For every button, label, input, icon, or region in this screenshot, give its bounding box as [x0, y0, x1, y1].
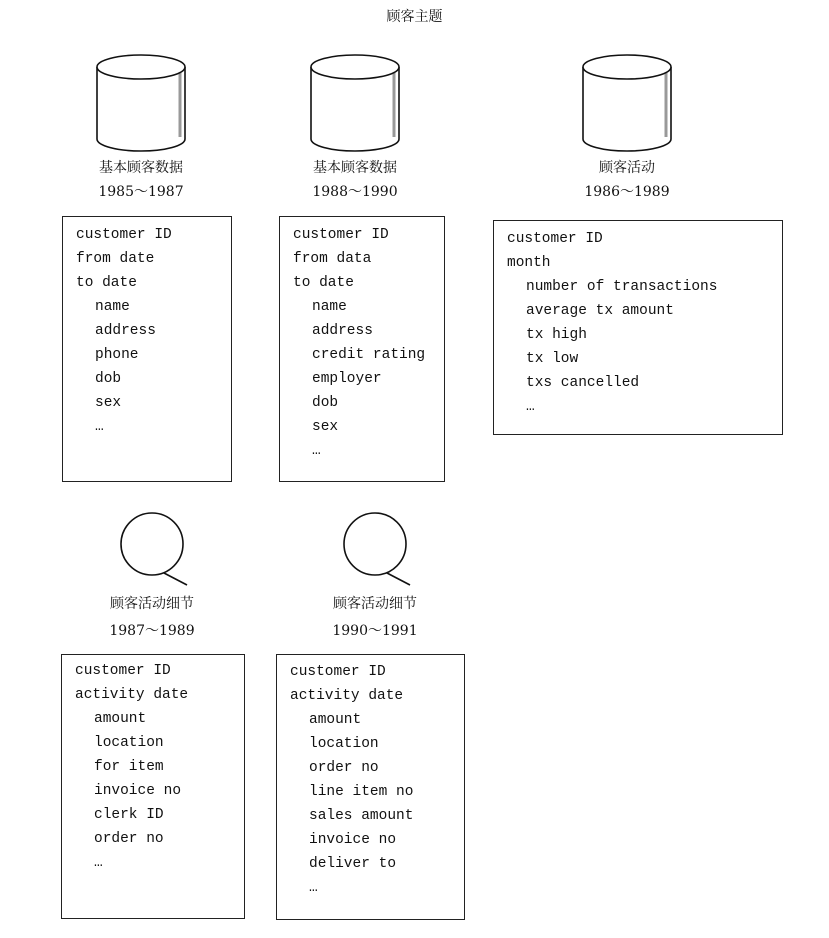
store-years: 1986～1989 [584, 184, 670, 200]
field-item: activity date [290, 688, 404, 704]
field-item: average tx amount [526, 303, 674, 319]
field-item: address [95, 323, 156, 339]
field-item: tx high [526, 327, 587, 343]
field-item: sex [312, 419, 339, 435]
field-item: customer ID [290, 664, 386, 680]
field-item: name [95, 299, 130, 315]
field-item: phone [95, 347, 139, 363]
store-caption [51, 156, 231, 204]
field-item: order no [94, 831, 164, 847]
field-item: line item no [309, 784, 414, 800]
store-name: 基本顾客数据 [99, 160, 183, 176]
field-list-box [62, 216, 232, 482]
field-item: clerk ID [94, 807, 164, 823]
store-years: 1985～1987 [98, 184, 184, 200]
store-caption [285, 592, 465, 643]
database-cylinder-icon [91, 50, 191, 156]
field-list-box [61, 654, 245, 919]
field-item: number of transactions [526, 279, 718, 295]
field-item: order no [309, 760, 379, 776]
field-item: … [526, 399, 535, 415]
store-caption [265, 156, 445, 204]
store-years: 1987～1989 [109, 623, 195, 639]
database-cylinder-icon [577, 50, 677, 156]
field-item: customer ID [76, 227, 172, 243]
field-item: location [309, 736, 379, 752]
field-list-box [276, 654, 465, 920]
field-item: sex [95, 395, 122, 411]
field-item: from data [293, 251, 372, 267]
field-list-box [279, 216, 445, 482]
field-item: credit rating [312, 347, 426, 363]
field-item: dob [312, 395, 339, 411]
field-item: invoice no [94, 783, 182, 799]
field-item: txs cancelled [526, 375, 640, 391]
store-caption [537, 156, 717, 204]
store-name: 顾客活动细节 [110, 596, 194, 612]
field-item: … [312, 443, 321, 459]
field-item: activity date [75, 687, 189, 703]
magnifier-icon [110, 508, 220, 592]
field-item: name [312, 299, 347, 315]
field-item: dob [95, 371, 122, 387]
magnifier-icon [333, 508, 443, 592]
field-item: customer ID [293, 227, 389, 243]
field-item: deliver to [309, 856, 397, 872]
field-item: month [507, 255, 551, 271]
field-item: customer ID [507, 231, 603, 247]
field-item: … [309, 880, 318, 896]
database-cylinder-icon [305, 50, 405, 156]
field-item: tx low [526, 351, 579, 367]
field-item: to date [293, 275, 354, 291]
field-item: invoice no [309, 832, 397, 848]
field-item: … [94, 855, 103, 871]
store-caption [62, 592, 242, 643]
field-item: sales amount [309, 808, 414, 824]
store-name: 顾客活动 [599, 160, 655, 176]
diagram-title: 顾客主题 [386, 9, 443, 25]
store-years: 1988～1990 [312, 184, 398, 200]
field-list-box [493, 220, 783, 435]
field-item: customer ID [75, 663, 171, 679]
field-item: for item [94, 759, 164, 775]
field-item: from date [76, 251, 155, 267]
store-name: 基本顾客数据 [313, 160, 397, 176]
store-name: 顾客活动细节 [333, 596, 417, 612]
field-item: to date [76, 275, 137, 291]
store-years: 1990～1991 [332, 623, 418, 639]
field-item: amount [94, 711, 147, 727]
field-item: address [312, 323, 373, 339]
field-item: employer [312, 371, 382, 387]
field-item: location [94, 735, 164, 751]
field-item: … [95, 419, 104, 435]
field-item: amount [309, 712, 362, 728]
